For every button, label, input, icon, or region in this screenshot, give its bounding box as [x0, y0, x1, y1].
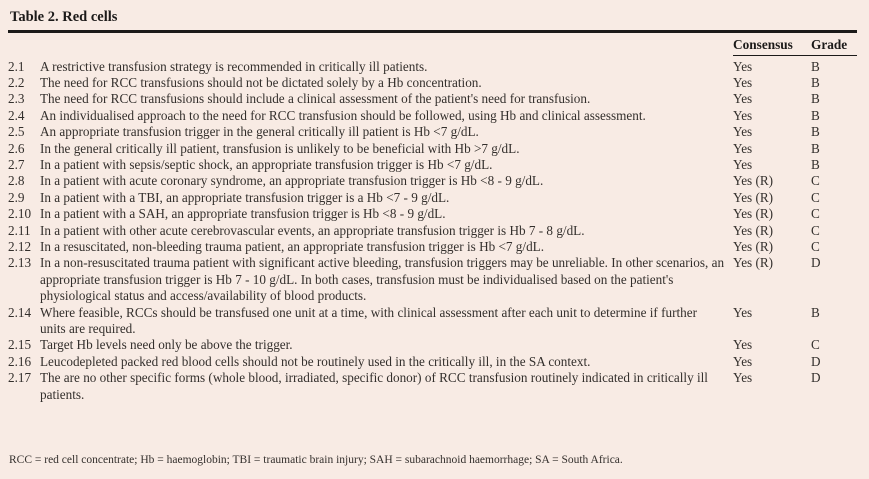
consensus-column-header: Consensus: [733, 36, 793, 52]
row-statement: Leucodepleted packed red blood cells should not be routinely used in the critically ill, in the SA context.: [40, 353, 591, 369]
table-row: [8, 239, 857, 255]
row-consensus: Yes: [733, 124, 753, 140]
row-statement: An appropriate transfusion trigger in the general critically ill patient is Hb <7 g/dL.: [40, 124, 479, 140]
row-grade: C: [811, 222, 820, 238]
row-statement: In a patient with other acute cerebrovascular events, an appropriate transfusion trigger is Hb 7 - 8 g/dL.: [40, 222, 585, 238]
row-grade: B: [811, 156, 820, 172]
table-row: [8, 337, 857, 353]
table-row: [8, 157, 857, 173]
table-row: [8, 305, 857, 338]
row-number: 2.16: [8, 353, 32, 369]
row-consensus: Yes (R): [733, 173, 774, 189]
row-grade: B: [811, 107, 820, 123]
row-number: 2.8: [8, 173, 25, 189]
row-grade: B: [811, 58, 820, 74]
row-consensus: Yes: [733, 156, 753, 172]
row-number: 2.6: [8, 140, 25, 156]
table-row: [8, 91, 857, 107]
row-statement: In the general critically ill patient, transfusion is unlikely to be beneficial with Hb >7 g/dL.: [40, 140, 520, 156]
title-rule: [8, 30, 857, 33]
table-row: [8, 75, 857, 91]
row-statement: The need for RCC transfusions should include a clinical assessment of the patient's need for transfusion.: [40, 91, 591, 107]
row-statement: The are no other specific forms (whole blood, irradiated, specific donor) of RCC transfusion routinely indicated in critically ill patients.: [40, 370, 708, 402]
table-row: [8, 206, 857, 222]
row-number: 2.10: [8, 206, 32, 222]
table-body: [8, 59, 857, 404]
row-consensus: Yes: [733, 91, 753, 107]
table-row: [8, 124, 857, 140]
row-grade: C: [811, 238, 820, 254]
table-footnote: RCC = red cell concentrate; Hb = haemoglobin; TBI = traumatic brain injury; SAH = subarachnoid haemorrhage; SA = South Africa.: [9, 454, 623, 467]
row-consensus: Yes (R): [733, 238, 774, 254]
row-number: 2.2: [8, 74, 25, 90]
row-statement: In a resuscitated, non-bleeding trauma patient, an appropriate transfusion trigger is Hb <7 g/dL.: [40, 238, 545, 254]
row-consensus: Yes: [733, 107, 753, 123]
row-grade: D: [811, 370, 821, 386]
row-number: 2.7: [8, 156, 25, 172]
grade-column-header: Grade: [811, 36, 848, 52]
table-row: [8, 108, 857, 124]
row-statement: In a patient with a SAH, an appropriate transfusion trigger is Hb <8 - 9 g/dL.: [40, 206, 446, 222]
row-statement: In a patient with acute coronary syndrome, an appropriate transfusion trigger is Hb <8 - 9 g/dL.: [40, 173, 544, 189]
row-grade: C: [811, 189, 820, 205]
row-number: 2.4: [8, 107, 25, 123]
row-consensus: Yes: [733, 140, 753, 156]
row-consensus: Yes (R): [733, 222, 774, 238]
row-consensus: Yes: [733, 74, 753, 90]
row-number: 2.3: [8, 91, 25, 107]
row-consensus: Yes (R): [733, 206, 774, 222]
row-statement: In a patient with sepsis/septic shock, an appropriate transfusion trigger is Hb <7 g/dL.: [40, 156, 493, 172]
row-statement: A restrictive transfusion strategy is recommended in critically ill patients.: [40, 58, 428, 74]
row-consensus: Yes (R): [733, 189, 774, 205]
row-grade: C: [811, 173, 820, 189]
row-number: 2.1: [8, 58, 25, 74]
row-grade: B: [811, 91, 820, 107]
row-grade: B: [811, 74, 820, 90]
row-number: 2.17: [8, 370, 32, 386]
table-row: [8, 59, 857, 75]
table-row: [8, 370, 857, 403]
row-number: 2.5: [8, 124, 25, 140]
row-number: 2.9: [8, 189, 25, 205]
row-number: 2.12: [8, 238, 32, 254]
row-grade: C: [811, 206, 820, 222]
row-number: 2.15: [8, 337, 32, 353]
row-number: 2.13: [8, 255, 32, 271]
row-consensus: Yes: [733, 370, 753, 386]
row-grade: C: [811, 337, 820, 353]
table-row: [8, 223, 857, 239]
row-number: 2.14: [8, 304, 32, 320]
row-number: 2.11: [8, 222, 31, 238]
row-statement: In a non-resuscitated trauma patient with significant active bleeding, transfusion triggers may be unreliable. In other scenarios, an appropriate transfusion trigger is Hb 7 - 10 g/dL. In both cases, transfusion must be individualised based on the patient's physiological status and access/availability of blood products.: [40, 255, 725, 304]
table-row: [8, 173, 857, 189]
row-consensus: Yes: [733, 353, 753, 369]
row-grade: B: [811, 304, 820, 320]
table-header-row: [8, 37, 857, 56]
row-consensus: Yes: [733, 304, 753, 320]
table-title: Table 2. Red cells: [10, 9, 118, 25]
table-row: [8, 255, 857, 304]
row-statement: An individualised approach to the need for RCC transfusion should be followed, using Hb and clinical assessment.: [40, 107, 646, 123]
row-statement: The need for RCC transfusions should not be dictated solely by a Hb concentration.: [40, 74, 482, 90]
row-consensus: Yes: [733, 337, 753, 353]
table-row: [8, 141, 857, 157]
row-grade: D: [811, 255, 821, 271]
row-statement: In a patient with a TBI, an appropriate transfusion trigger is a Hb <7 - 9 g/dL.: [40, 189, 450, 205]
row-grade: B: [811, 140, 820, 156]
table-row: [8, 190, 857, 206]
row-grade: B: [811, 124, 820, 140]
header-group: [733, 37, 857, 56]
row-consensus: Yes: [733, 58, 753, 74]
row-grade: D: [811, 353, 821, 369]
table-row: [8, 354, 857, 370]
row-consensus: Yes (R): [733, 255, 774, 271]
row-statement: Where feasible, RCCs should be transfused one unit at a time, with clinical assessment after each unit to determine if further units are required.: [40, 304, 697, 336]
row-statement: Target Hb levels need only be above the trigger.: [40, 337, 293, 353]
